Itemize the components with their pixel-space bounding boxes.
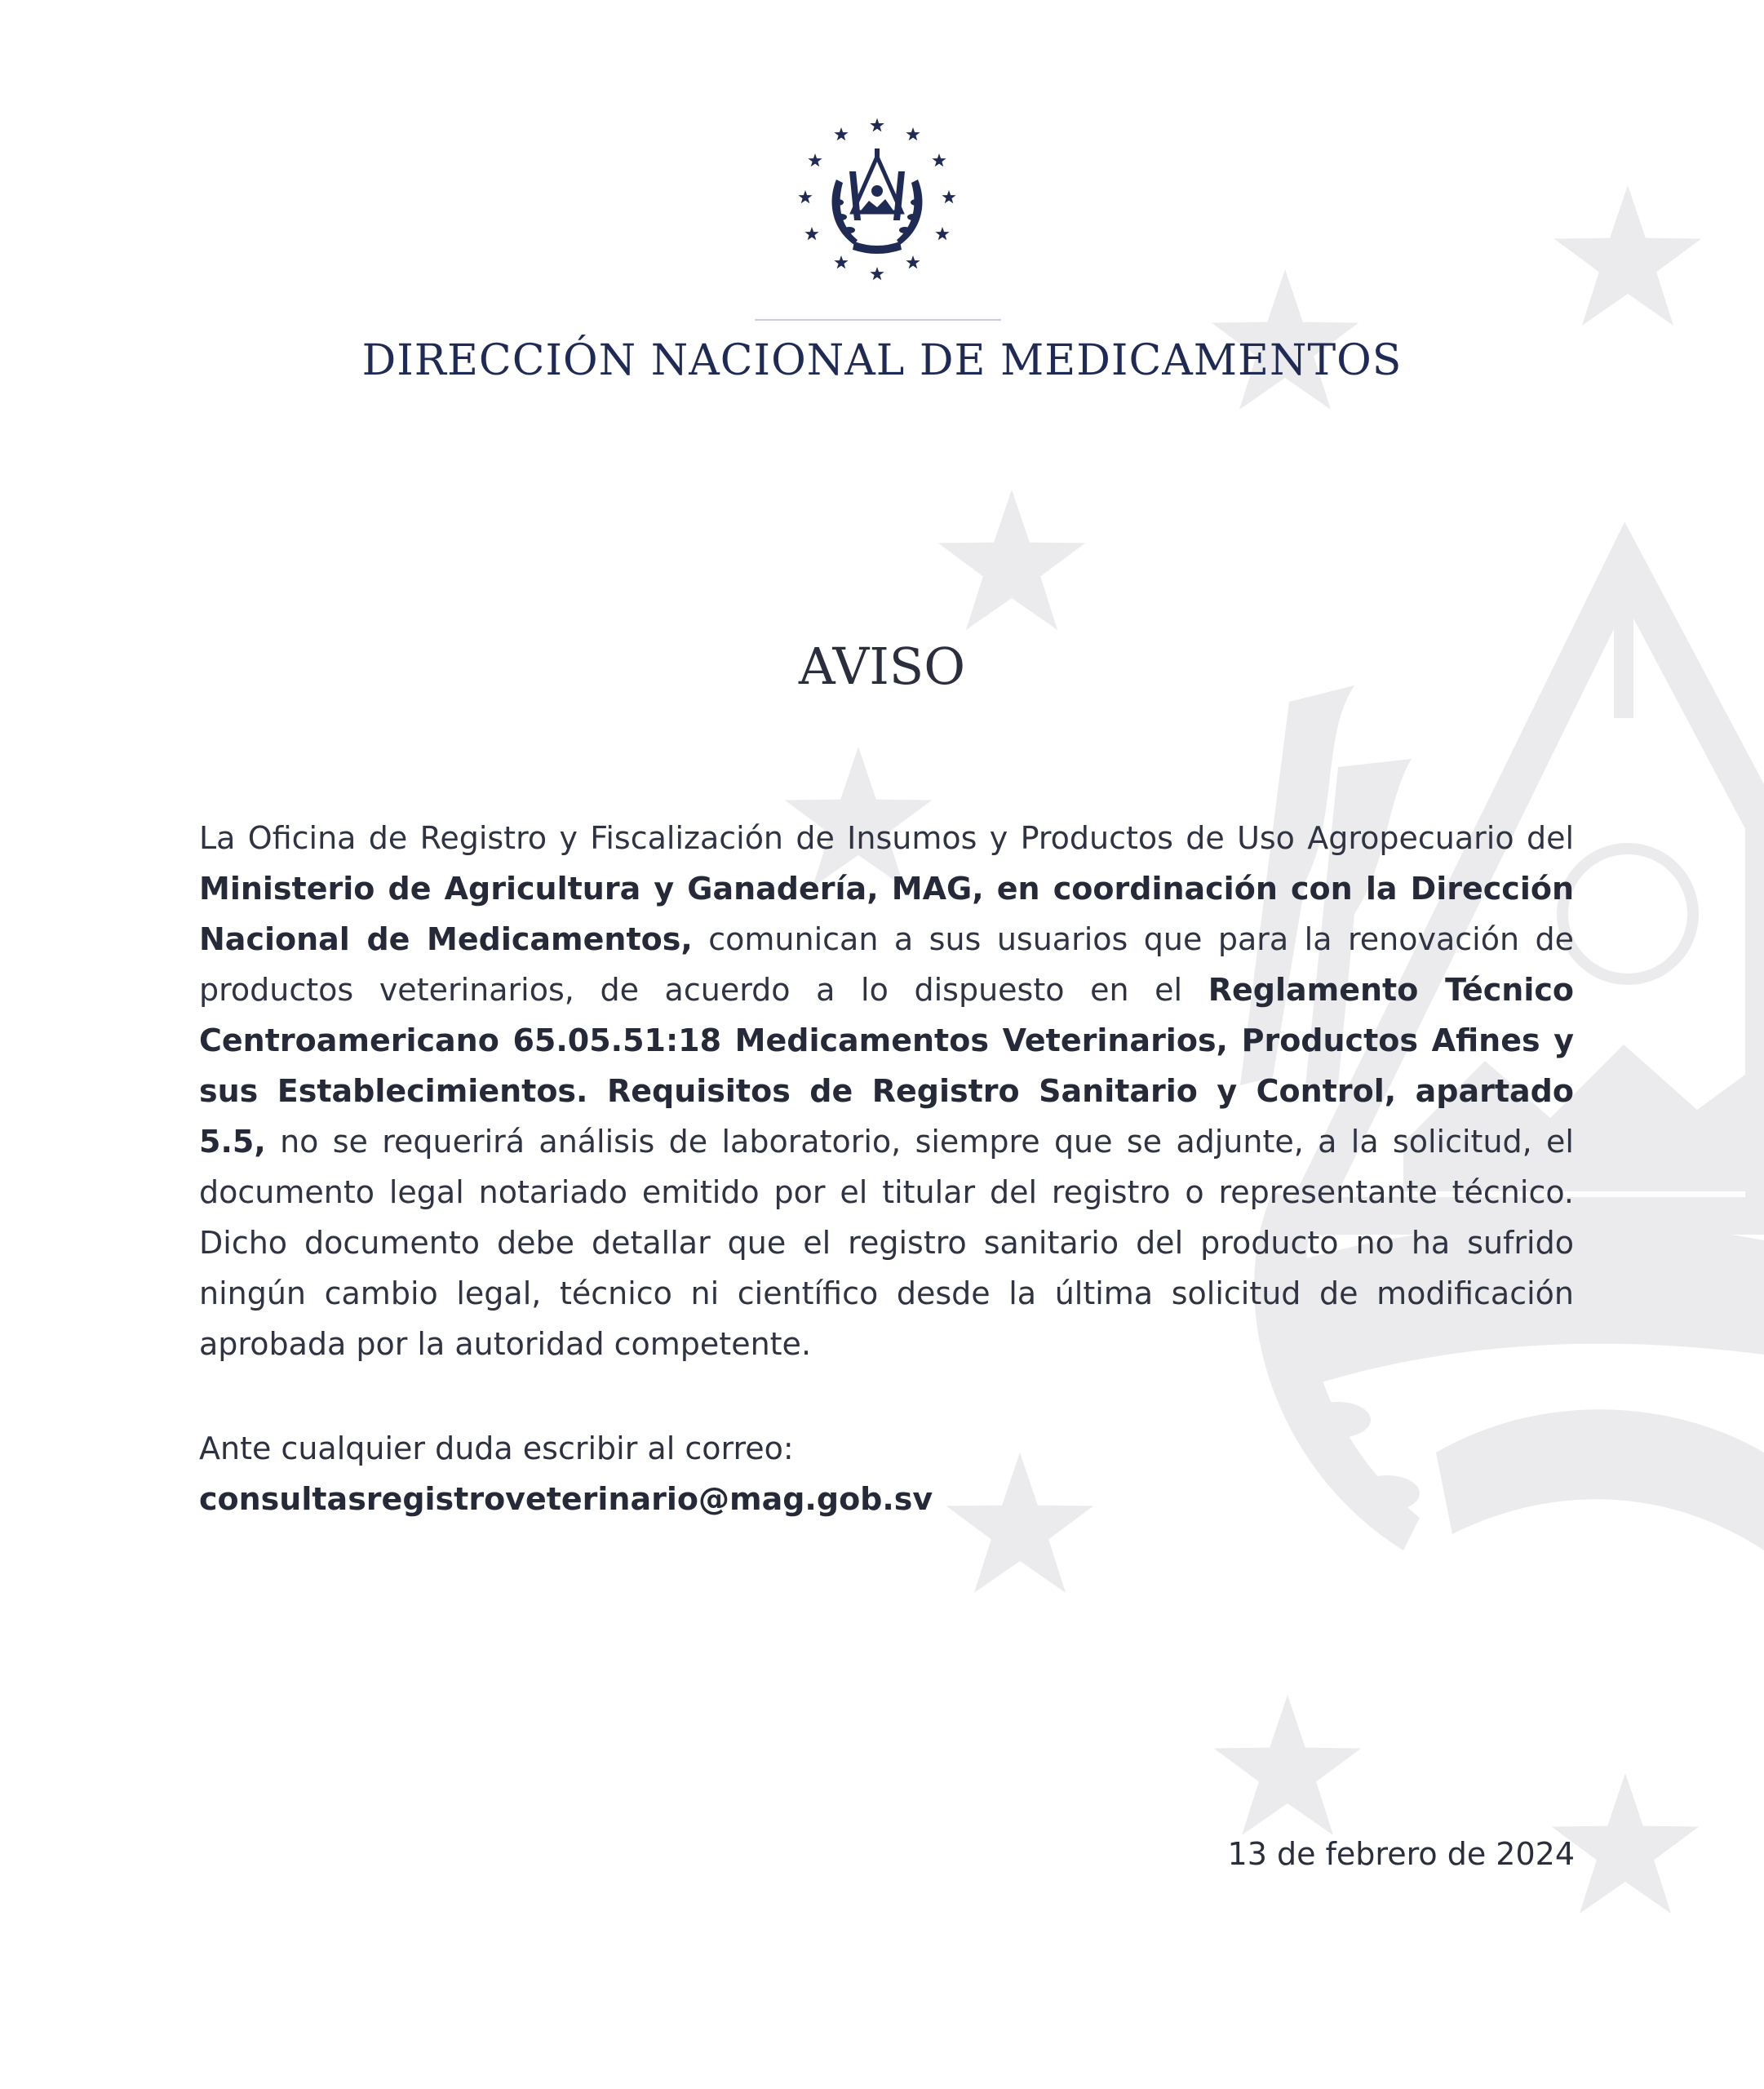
watermark-star-icon xyxy=(938,490,1086,630)
contact-email-link[interactable]: consultasregistroveterinario@mag.gob.sv xyxy=(199,1481,933,1517)
contact-label: Ante cualquier duda escribir al correo: xyxy=(199,1430,794,1466)
watermark-star-icon xyxy=(1554,185,1702,326)
notice-date: 13 de febrero de 2024 xyxy=(1227,1836,1575,1872)
organization-name: DIRECCIÓN NACIONAL DE MEDICAMENTOS xyxy=(361,336,1403,385)
header-divider xyxy=(755,319,1001,321)
contact-block xyxy=(199,1423,1574,1524)
notice-title: AVISO xyxy=(798,636,966,696)
body-segment-bold: Ministerio de Agricultura y Ganadería, MAG, en coordinación con la Dirección Nacional de Medicamentos, xyxy=(199,871,1574,957)
body-segment: no se requerirá análisis de laboratorio, siempre que se adjunte, a la solicitud, el documento legal notariado emitido por el titular del registro o representante técnico. Dicho documento debe detallar que el registro sanitario del producto no ha sufrido ningún cambio legal, técnico ni científico desde la última solicitud de modificación aprobada por la autoridad competente. xyxy=(199,1124,1574,1362)
notice-body xyxy=(199,813,1574,1369)
body-segment-bold: Reglamento Técnico Centroamericano 65.05.51:18 Medicamentos Veterinarios, Productos Afines y sus Establecimientos. Requisitos de Registro Sanitario y Control, apartado 5.5, xyxy=(199,972,1574,1160)
body-segment: comunican a sus usuarios que para la renovación de productos veterinarios, de acuerdo a lo dispuesto en el xyxy=(199,921,1575,1008)
watermark-star-icon xyxy=(1214,1695,1362,1835)
el-salvador-coat-of-arms-icon xyxy=(779,106,975,302)
body-segment: La Oficina de Registro y Fiscalización de Insumos y Productos de Uso Agropecuario del xyxy=(199,820,1574,856)
